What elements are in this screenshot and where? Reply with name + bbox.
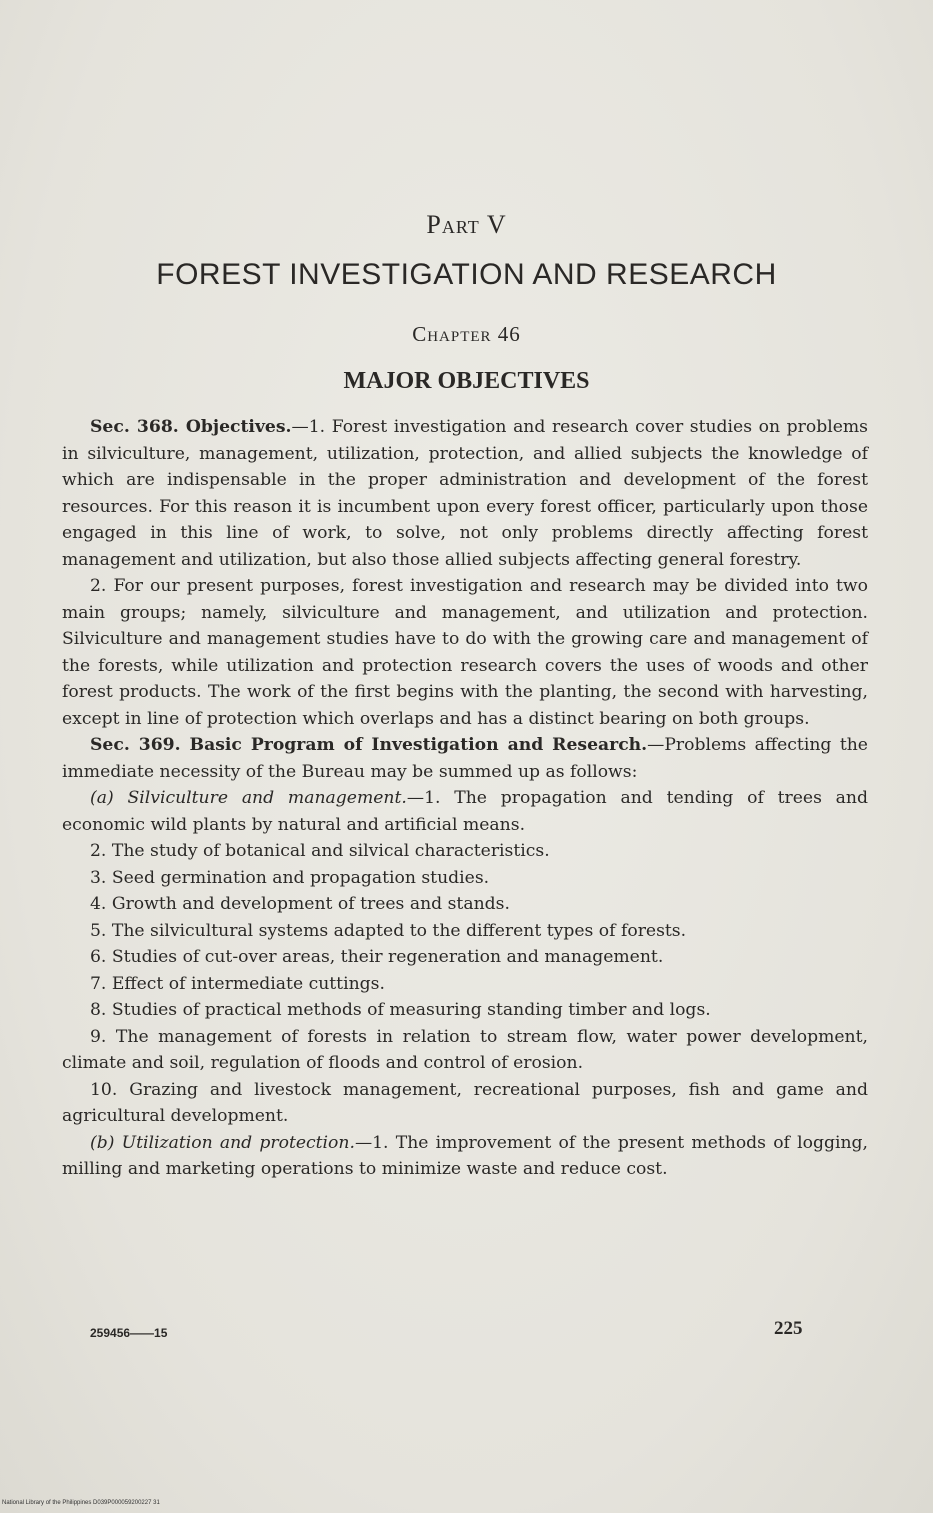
section-369-paragraph <box>62 732 868 785</box>
list-item: 3. Seed germination and propagation studies. <box>90 867 490 888</box>
section-368-paragraph-1 <box>62 414 868 573</box>
page-number: 225 <box>774 1318 803 1339</box>
list-item: 5. The silvicultural systems adapted to the different types of forests. <box>90 920 687 941</box>
part-heading: Part V <box>426 210 507 239</box>
chapter-title: MAJOR OBJECTIVES <box>343 368 590 394</box>
section-369-label: Sec. 369. Basic Program of Investigation and Research. <box>90 735 648 755</box>
subsection-b-item-1: —1. The improvement of the present methods of logging, milling and marketing operations to minimize waste and reduce cost. <box>62 1132 869 1179</box>
subsection-b-title: Utilization and protection. <box>121 1132 355 1153</box>
list-item: 6. Studies of cut-over areas, their regeneration and management. <box>90 947 664 967</box>
list-item: 7. Effect of intermediate cuttings. <box>90 973 385 994</box>
section-368-label: Sec. 368. Objectives. <box>90 417 292 437</box>
body-text <box>62 414 868 1183</box>
subsection-a-title: Silviculture and management. <box>127 788 407 808</box>
subsection-a-item-1: —1. The propagation and tending of trees and economic wild plants by natural and artificial means. <box>62 788 869 835</box>
list-item: 4. Growth and development of trees and stands. <box>90 894 510 914</box>
print-code: 259456——15 <box>90 1326 168 1340</box>
subsection-b <box>62 1130 868 1183</box>
chapter-heading: Chapter 46 <box>412 322 521 346</box>
list-item: 8. Studies of practical methods of measuring standing timber and logs. <box>90 1000 711 1020</box>
list-item: 2. The study of botanical and silvical characteristics. <box>90 841 550 861</box>
list-item: 9. The management of forests in relation to stream flow, water power development, climate and soil, regulation of floods and control of erosion. <box>62 1026 868 1073</box>
list-item: 10. Grazing and livestock management, recreational purposes, fish and game and agricultural development. <box>62 1079 868 1126</box>
section-368-text: —1. Forest investigation and research cover studies on problems in silviculture, management, utilization, protection, and allied subjects the knowledge of which are indispensable in the proper administration and development of the forest resources. For this reason it is incumbent upon every forest officer, particularly upon those engaged in this line of work, to solve, not only problems directly affecting forest management and utilization, but also those allied subjects affecting general forestry. <box>62 417 868 570</box>
part-title: FOREST INVESTIGATION AND RESEARCH <box>156 258 777 291</box>
scan-credit: National Library of the Philippines D039P000059200227 31 <box>2 1500 160 1506</box>
section-368-paragraph-2: 2. For our present purposes, forest investigation and research may be divided into two main groups; namely, silviculture and management, and utilization and protection. Silviculture and management studies have to do with the growing care and management of the forests, while utilization and protection research covers the uses of woods and other forest products. The work of the first begins with the planting, the second with harvesting, except in line of protection which overlaps and has a distinct bearing on both groups. <box>62 576 868 729</box>
subsection-b-prefix: (b) <box>90 1132 115 1153</box>
subsection-a-prefix: (a) <box>90 788 114 808</box>
subsection-a <box>62 785 868 838</box>
section-369-intro: —Problems affecting the immediate necessity of the Bureau may be summed up as follows: <box>62 735 868 782</box>
